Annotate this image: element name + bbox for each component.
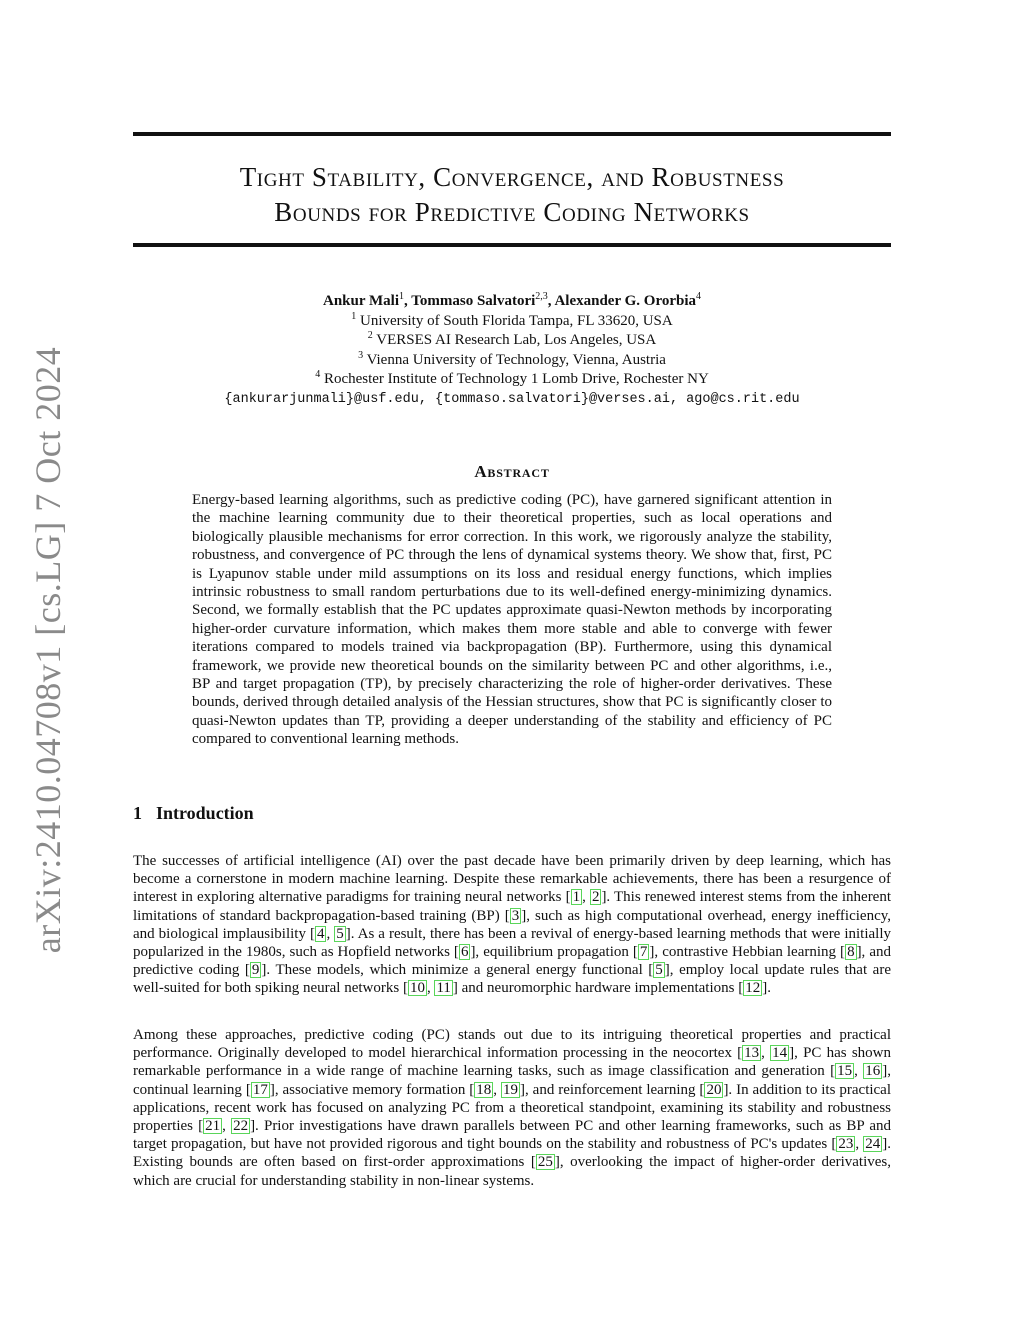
title-bottom-rule [133,243,891,247]
citation-link[interactable]: 13 [744,1045,760,1062]
citation-link[interactable]: 19 [503,1081,518,1098]
citation-link[interactable]: 7 [639,944,648,961]
abstract-body: Energy-based learning algorithms, such as predictive coding (PC), have garnered significant attention in the machine learning community due to their theoretical properties, such as local operations and biologically plausible mechanisms for error correction. In this work, we rigorously analyze the stability, robustness, and convergence of PC through the lens of dynamical systems theory. We show that, first, PC is Lyapunov stable under mild assumptions on its loss and residual energy functions, which implies intrinsic robustness to small random perturbations due to its well-defined energy-minimizing dynamics. Second, we formally establish that the PC updates approximate quasi-Newton methods by incorporating higher-order curvature information, which makes them more stable and able to converge with fewer iterations compared to models trained via backpropagation (BP). Furthermore, using this dynamical framework, we provide new theoretical bounds on the similarity between PC and other algorithms, i.e., BP and target propagation (TP), by precisely characterizing the role of higher-order derivatives. These bounds, derived through detailed analysis of the Hessian structures, show that PC is significantly closer to quasi-Newton updates than TP, providing a deeper understanding of the stability and efficiency of PC compared to conventional learning methods. [192,492,832,748]
citation-link[interactable]: 12 [745,980,761,997]
author-block [133,292,891,409]
author-3-affiliation-mark: 4 [696,291,701,302]
citation-link[interactable]: 21 [205,1118,221,1135]
citation-link[interactable]: 22 [233,1118,249,1135]
citation-link[interactable]: 10 [409,980,425,997]
citation-link[interactable]: 16 [865,1063,881,1080]
author-3: Alexander G. Ororbia [554,293,696,309]
affiliation-3: $^3$ Vienna University of Technology, Vienna, Austria [358,349,666,368]
citation-link[interactable]: 3 [511,907,520,924]
citation-link[interactable]: 17 [252,1081,268,1098]
arxiv-identifier-stamp [18,346,78,954]
author-names: Ankur Mali$^1$, Tommaso Salvatori$^{2,3}$, Alexander G. Ororbia$^4$ [323,291,701,309]
citation-link[interactable]: 20 [706,1081,722,1098]
author-emails: {ankurarjunmali}@usf.edu, {tommaso.salvatori}@verses.ai, ago@cs.rit.edu [224,391,800,407]
title-line-1: Tight Stability, Convergence, and Robustness [239,162,785,192]
affiliation-1: $^1$ University of South Florida Tampa, FL 33620, USA [351,310,673,329]
intro-paragraph-2: Among these approaches, predictive coding (PC) stands out due to its intriguing theoretical properties and practical performance. Originally developed to model hierarchical information processing in the neocortex [ 13 , 14 ], PC has shown remarkable performance in a wide range of machine learning tasks, such as image classification and generation [ 15 , 16 ], continual learning [ 17 ], associative memory formation [ 18 , 19 ], and reinforcement learning [ 20 ]. In addition to its practical applications, recent work has focused on analyzing PC from a theoretical standpoint, examining its stability and robustness properties [ 21 , 22 ]. Prior investigations have drawn parallels between PC and other learning frameworks, such as BP and target propagation, but have not provided rigorous and tight bounds on the stability and robustness of PC's updates [ 23 , 24 ]. Existing bounds are often based on first-order approximations [ 25 ], overlooking the impact of higher-order derivatives, which are crucial for understanding stability in non-linear systems. [133,1027,892,1189]
paper-title [133,160,891,230]
intro-paragraph-1: The successes of artificial intelligence (AI) over the past decade have been primarily driven by deep learning, which has become a cornerstone in modern machine learning. Despite these remarkable achievements, there has been a resurgence of interest in exploring alternative paradigms for training neural networks [ 1 , 2 ]. This renewed interest stems from the inherent limitations of standard backpropagation-based training (BP) [ 3 ], such as high computational overhead, energy inefficiency, and biological implausibility [ 4 , 5 ]. As a result, there has been a revival of energy-based learning methods that were initially popularized in the 1980s, such as Hopfield networks [ 6 ], equilibrium propagation [ 7 ], contrastive Hebbian learning [ 8 ], and predictive coding [ 9 ]. These models, which minimize a general energy functional [ 5 ], employ local update rules that are well-suited for both spiking neural networks [ 10 , 11 ] and neuromorphic hardware implementations [ 12 ]. [133,853,892,997]
citation-link[interactable]: 11 [436,980,451,997]
author-2-affiliation-mark: 2,3 [535,291,548,302]
affiliation-4: $^4$ Rochester Institute of Technology 1 Lomb Drive, Rochester NY [315,369,709,387]
citation-link[interactable]: 14 [772,1045,788,1062]
title-line-2: Bounds for Predictive Coding Networks [274,197,750,227]
citation-link[interactable]: 5 [336,925,344,942]
affiliation-2: $^2$ VERSES AI Research Lab, Los Angeles, USA [367,330,657,348]
author-1: Ankur Mali [323,293,399,309]
title-top-rule [133,132,891,136]
citation-link[interactable]: 15 [837,1063,853,1080]
section-title: Introduction [156,803,254,823]
citation-link[interactable]: 6 [460,944,469,961]
citation-link[interactable]: 8 [847,944,855,961]
citation-link[interactable]: 18 [476,1081,492,1098]
citation-link[interactable]: 4 [316,925,325,942]
abstract-heading: Abstract [474,462,550,481]
author-2: Tommaso Salvatori [411,293,536,309]
citation-link[interactable]: 1 [572,889,581,906]
author-1-affiliation-mark: 1 [399,291,404,302]
citation-link[interactable]: 9 [251,962,260,979]
citation-link[interactable]: 2 [591,889,600,906]
citation-link[interactable]: 24 [865,1136,881,1153]
citation-link[interactable]: 25 [537,1154,553,1171]
section-heading-introduction [133,803,254,824]
section-number: 1 [133,803,142,823]
citation-link[interactable]: 23 [838,1136,854,1153]
citation-link[interactable]: 5 [655,962,663,979]
arxiv-identifier-text: arXiv:2410.04708v1 [cs.LG] 7 Oct 2024 [28,346,68,954]
